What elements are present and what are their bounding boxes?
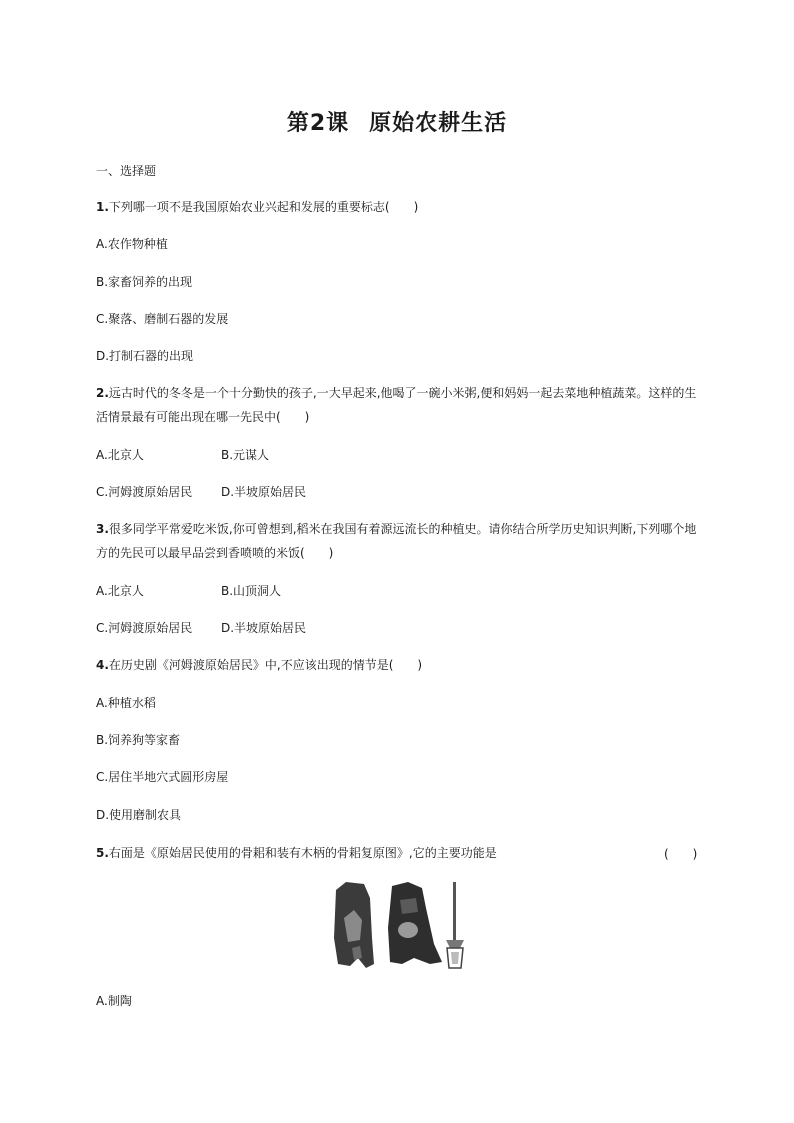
question-2-option-d: D.半坡原始居民 <box>221 485 307 499</box>
question-1-number: 1. <box>96 200 109 214</box>
question-4 <box>96 657 422 673</box>
question-2-option-c: C.河姆渡原始居民 <box>96 485 193 499</box>
question-3-option-d: D.半坡原始居民 <box>221 621 307 635</box>
question-1-option-b: B.家畜饲养的出现 <box>96 275 193 289</box>
question-2 <box>96 381 702 429</box>
title-prefix: 第2课 <box>286 111 350 136</box>
section-heading: 一、选择题 <box>96 164 157 178</box>
question-5 <box>96 845 497 861</box>
question-2-option-a: A.北京人 <box>96 448 144 462</box>
question-2-number: 2. <box>96 386 109 400</box>
question-5-text: 右面是《原始居民使用的骨耜和装有木柄的骨耜复原图》,它的主要功能是 <box>108 846 497 860</box>
question-3-option-a: A.北京人 <box>96 584 144 598</box>
question-4-option-d: D.使用磨制农具 <box>96 808 182 822</box>
question-4-option-b: B.饲养狗等家畜 <box>96 733 181 747</box>
question-2-option-b: B.元谋人 <box>221 448 270 462</box>
question-5-number: 5. <box>96 846 109 860</box>
question-3-option-b: B.山顶洞人 <box>221 584 282 598</box>
question-3 <box>96 517 702 565</box>
question-5-option-a: A.制陶 <box>96 994 132 1008</box>
question-1-option-d: D.打制石器的出现 <box>96 349 194 363</box>
question-1-option-a: A.农作物种植 <box>96 237 168 251</box>
page-title <box>0 106 794 137</box>
question-3-text: 很多同学平常爱吃米饭,你可曾想到,稻米在我国有着源远流长的种植史。请你结合所学历史知识判断,下列哪个地方的先民可以最早品尝到香喷喷的米饭( ) <box>96 522 697 560</box>
bone-spade-figure-icon <box>330 878 470 974</box>
question-1-option-c: C.聚落、磨制石器的发展 <box>96 312 229 326</box>
question-4-option-c: C.居住半地穴式圆形房屋 <box>96 770 229 784</box>
question-1 <box>96 199 418 215</box>
question-1-text: 下列哪一项不是我国原始农业兴起和发展的重要标志( ) <box>108 200 419 214</box>
question-5-answer-parentheses: ( ) <box>664 847 698 861</box>
question-3-number: 3. <box>96 522 109 536</box>
question-4-number: 4. <box>96 658 109 672</box>
question-4-text: 在历史剧《河姆渡原始居民》中,不应该出现的情节是( ) <box>108 658 423 672</box>
title-main: 原始农耕生活 <box>369 111 508 136</box>
question-2-text: 远古时代的冬冬是一个十分勤快的孩子,一大早起来,他喝了一碗小米粥,便和妈妈一起去菜地种植蔬菜。这样的生活情景最有可能出现在哪一先民中( ) <box>96 386 697 424</box>
question-3-option-c: C.河姆渡原始居民 <box>96 621 193 635</box>
question-4-option-a: A.种植水稻 <box>96 696 156 710</box>
